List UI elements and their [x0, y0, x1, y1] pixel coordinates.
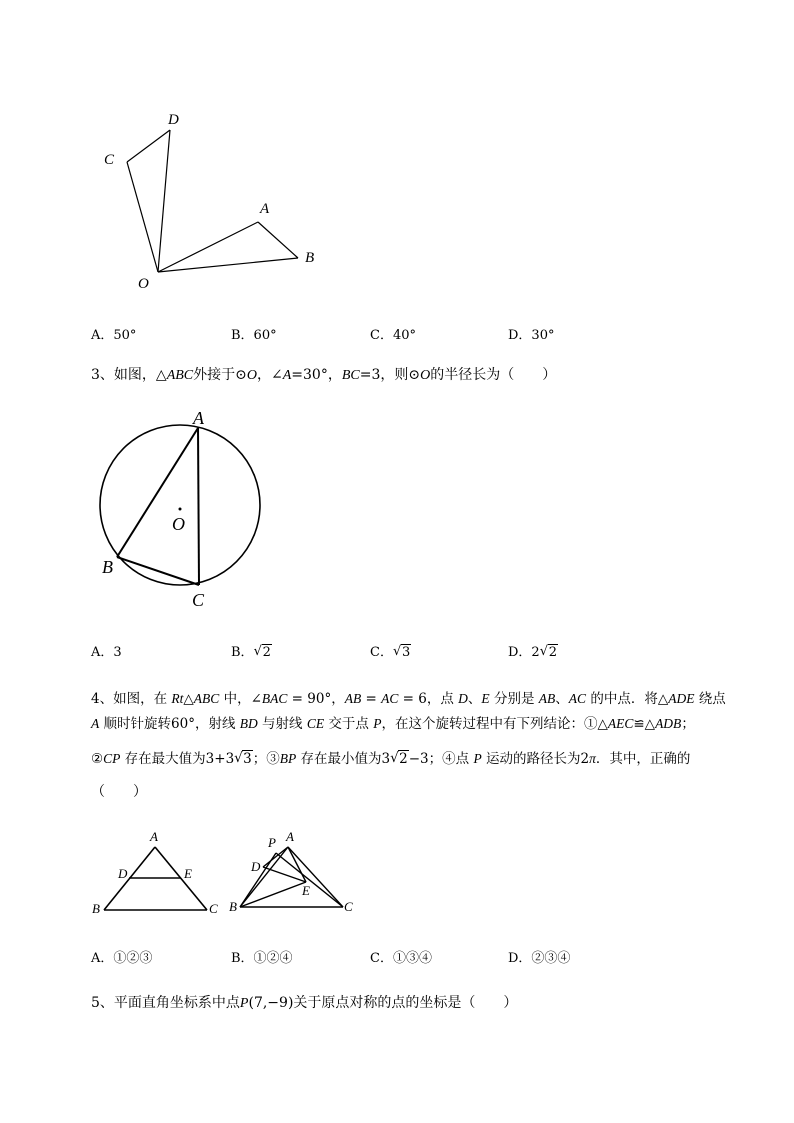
q5-question: 5、平面直角坐标系中点P(7,−9)关于原点对称的点的坐标是（ ） [91, 995, 518, 1011]
left-label-c: C [209, 901, 218, 916]
q4-answer-blank: （ ） [91, 784, 147, 800]
label-o: O [172, 514, 185, 534]
segment-oa [158, 222, 258, 272]
q3-question: 3、如图，△ABC外接于⊙O，∠A=30°，BC=3，则⊙O的半径长为（ ） [91, 367, 557, 383]
label-a: A [193, 408, 204, 428]
left-label-d: D [118, 866, 128, 881]
q2-option-d[interactable]: D．30° [508, 328, 555, 343]
left-label-a: A [150, 829, 158, 844]
right-segment-cp [276, 853, 343, 907]
q3-option-c[interactable]: C．√ 3 [370, 641, 411, 660]
q3-option-a[interactable]: A．3 [91, 645, 122, 660]
figure-triangles-ade [88, 825, 358, 920]
segment-bc [117, 557, 199, 585]
segment-ab [117, 428, 198, 557]
label-c: C [192, 590, 205, 610]
q2-option-c[interactable]: C．40° [370, 328, 416, 343]
q4-line-2: A 顺时针旋转60°，射线 BD 与射线 CE 交于点 P，在这个旋转过程中有下列结论：①△AEC≌△ADB； [91, 716, 695, 732]
label-o: O [138, 276, 149, 292]
q4-option-d[interactable]: D．②③④ [508, 951, 571, 966]
segment-ob [158, 258, 298, 272]
label-a: A [260, 201, 270, 217]
segment-ab [258, 222, 298, 258]
center-dot [179, 508, 182, 511]
segment-od [158, 130, 170, 272]
q3-option-b[interactable]: B．√ 2 [231, 641, 272, 660]
circle-o [100, 425, 260, 585]
right-segment-ac [288, 847, 343, 907]
q4-line-1: 4、如图，在 Rt△ABC 中，∠BAC = 90°，AB = AC = 6，点 D、E 分别是 AB、AC 的中点．将△ADE 绕点 [91, 691, 726, 707]
q3-option-d[interactable]: D．2√ 2 [508, 641, 558, 660]
segment-cd [127, 130, 170, 162]
q4-option-c[interactable]: C．①③④ [370, 951, 432, 966]
q4-option-a[interactable]: A．①②③ [91, 951, 153, 966]
label-d: D [168, 112, 179, 128]
right-label-c: C [344, 899, 353, 914]
right-label-e: E [302, 883, 310, 898]
q4-option-b[interactable]: B．①②④ [231, 951, 293, 966]
q2-option-a[interactable]: A．50° [91, 328, 137, 343]
right-label-d: D [251, 859, 261, 874]
left-label-b: B [92, 901, 100, 916]
label-b: B [102, 557, 113, 577]
right-label-p: P [268, 835, 276, 850]
segment-oc [127, 162, 158, 272]
right-label-b: B [229, 899, 237, 914]
label-b: B [305, 250, 315, 266]
segment-ac [198, 428, 199, 585]
q2-option-b[interactable]: B．60° [231, 328, 277, 343]
figure-circle-triangle [90, 400, 280, 615]
label-c: C [104, 152, 115, 168]
q4-line-3: ②CP 存在最大值为3+3√ 3；③BP 存在最小值为3√ 2−3；④点 P 运动的路径长为2π．其中，正确的 [91, 749, 690, 769]
right-segment-ad [263, 847, 288, 867]
right-label-a: A [286, 829, 294, 844]
figure-rotation-triangles [90, 100, 330, 300]
left-label-e: E [184, 866, 192, 881]
